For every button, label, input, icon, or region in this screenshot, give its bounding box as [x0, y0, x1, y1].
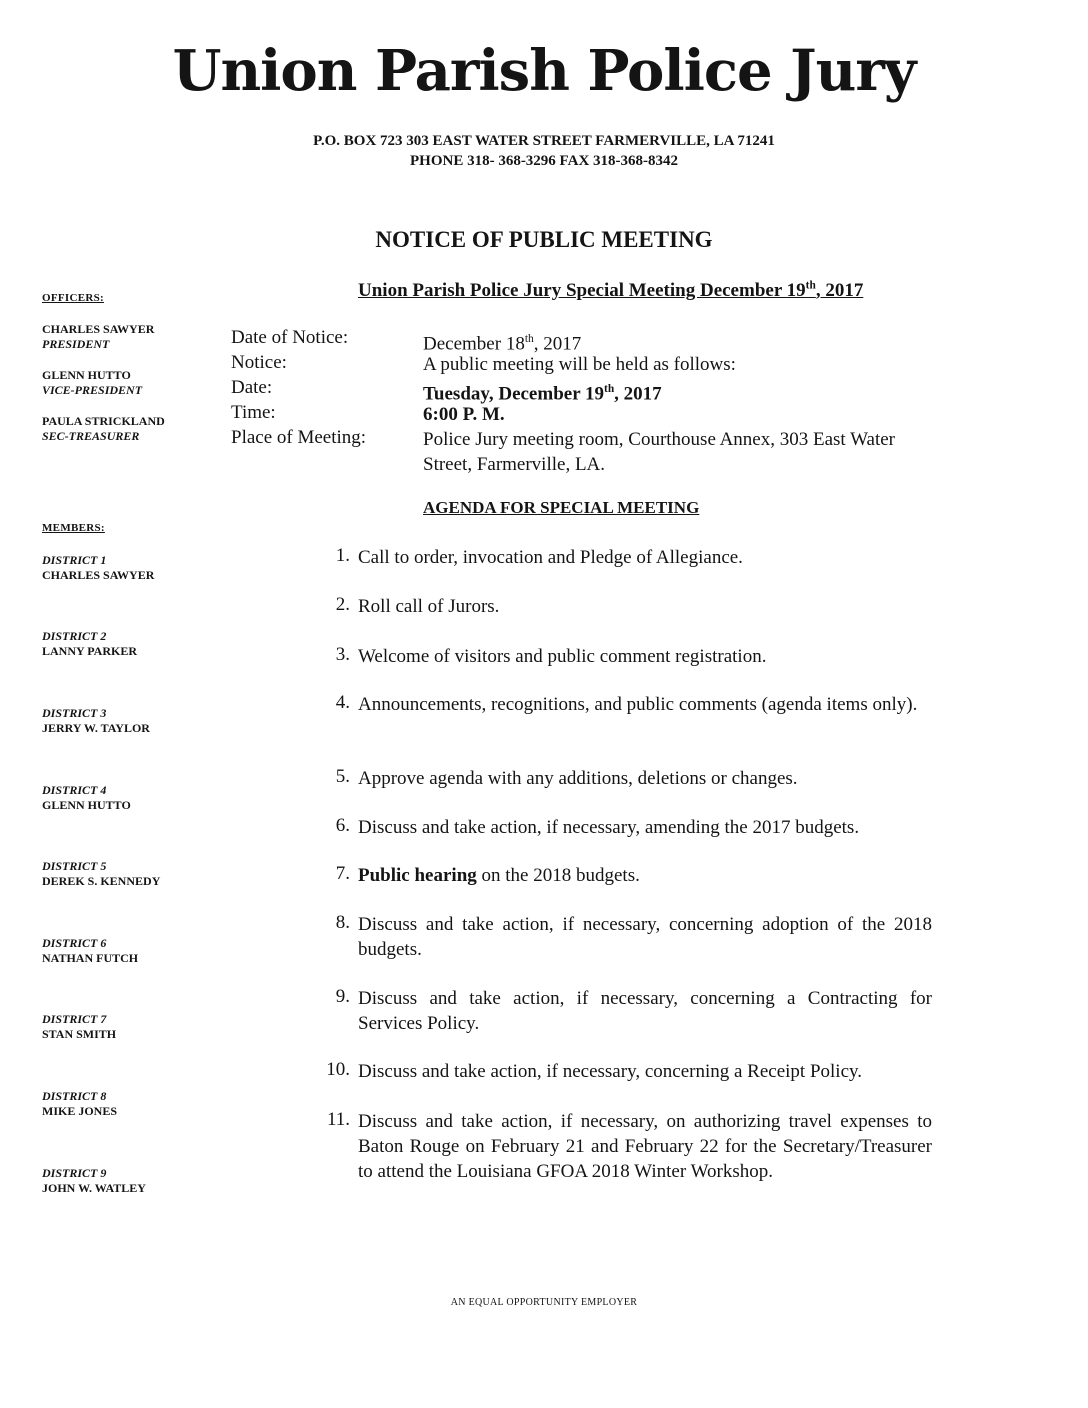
member-district: DISTRICT 9 [42, 1166, 107, 1180]
agenda-item-number: 7. [335, 863, 350, 884]
officer-role: SEC-TREASURER [42, 429, 140, 443]
agenda-item-text [358, 863, 932, 888]
agenda-item-text: Discuss and take action, if necessary, amending the 2017 budgets. [358, 817, 860, 838]
place-value: Police Jury meeting room, Courthouse Annex, 303 East Water Street, Farmerville, LA. [423, 429, 895, 475]
public-hearing-emphasis: Public hearing [358, 865, 477, 886]
date-of-notice-value: December 18th, 2017 [423, 333, 582, 355]
member-name: JERRY W. TAYLOR [42, 721, 150, 735]
officer-name: CHARLES SAWYER [42, 322, 155, 336]
agenda-item-number: 8. [335, 912, 350, 933]
notice-label: Notice: [231, 352, 287, 373]
agenda-item-number: 11. [326, 1109, 350, 1130]
members-heading: MEMBERS: [42, 522, 105, 534]
member-name: JOHN W. WATLEY [42, 1181, 146, 1195]
agenda-item-text: Welcome of visitors and public comment registration. [358, 646, 767, 667]
date-label: Date: [231, 377, 273, 398]
agenda-item-number: 9. [335, 986, 350, 1007]
officer-role: VICE-PRESIDENT [42, 383, 143, 397]
agenda-item-text: Call to order, invocation and Pledge of Allegiance. [358, 547, 743, 568]
officer-role: PRESIDENT [42, 337, 110, 351]
agenda-item-text: Discuss and take action, if necessary, concerning a Receipt Policy. [358, 1061, 863, 1082]
agenda-item-text: Approve agenda with any additions, deletions or changes. [358, 768, 798, 789]
time-label: Time: [231, 402, 276, 423]
member-district: DISTRICT 5 [42, 859, 107, 873]
agenda-item-text: Discuss and take action, if necessary, concerning adoption of the 2018 budgets. [358, 914, 932, 960]
agenda-item-number: 5. [335, 766, 350, 787]
letterhead-title: Union Parish Police Jury [172, 38, 916, 104]
member-name: DEREK S. KENNEDY [42, 874, 161, 888]
time-value: 6:00 P. M. [423, 404, 505, 425]
member-district: DISTRICT 7 [42, 1012, 107, 1026]
member-name: LANNY PARKER [42, 644, 137, 658]
agenda-item-number: 6. [335, 815, 350, 836]
agenda-item-number: 2. [335, 594, 350, 615]
member-district: DISTRICT 6 [42, 936, 107, 950]
notice-value: A public meeting will be held as follows: [423, 354, 736, 375]
date-of-notice-label: Date of Notice: [231, 327, 349, 348]
member-district: DISTRICT 8 [42, 1089, 107, 1103]
member-district: DISTRICT 1 [42, 553, 107, 567]
address-line: P.O. BOX 723 303 EAST WATER STREET FARMERVILLE, LA 71241 [313, 133, 775, 149]
member-name: NATHAN FUTCH [42, 951, 139, 965]
member-district: DISTRICT 4 [42, 783, 107, 797]
officers-heading: OFFICERS: [42, 292, 104, 304]
meeting-title-text: Union Parish Police Jury Special Meeting December 19th, 2017 [358, 280, 864, 302]
agenda-item-text: Roll call of Jurors. [358, 596, 500, 617]
member-name: STAN SMITH [42, 1027, 117, 1041]
member-name: GLENN HUTTO [42, 798, 131, 812]
agenda-item-number: 1. [335, 545, 350, 566]
agenda-item-number: 4. [335, 692, 350, 713]
notice-title: NOTICE OF PUBLIC MEETING [375, 227, 713, 252]
agenda-heading: AGENDA FOR SPECIAL MEETING [423, 498, 700, 517]
agenda-item-text: Announcements, recognitions, and public comments (agenda items only). [358, 694, 918, 715]
officer-name: GLENN HUTTO [42, 368, 131, 382]
date-value: Tuesday, December 19th, 2017 [423, 383, 662, 405]
footer-text: AN EQUAL OPPORTUNITY EMPLOYER [450, 1297, 638, 1308]
phone-line: PHONE 318- 368-3296 FAX 318-368-8342 [409, 153, 679, 169]
officer-name: PAULA STRICKLAND [42, 414, 165, 428]
member-district: DISTRICT 2 [42, 629, 107, 643]
meeting-title [358, 280, 863, 302]
agenda-item-rest: on the 2018 budgets. [476, 865, 640, 886]
member-district: DISTRICT 3 [42, 706, 107, 720]
agenda-item-text: Discuss and take action, if necessary, concerning a Contracting for Services Policy. [358, 988, 932, 1034]
place-label: Place of Meeting: [231, 427, 367, 448]
member-name: CHARLES SAWYER [42, 568, 155, 582]
agenda-item-text: Discuss and take action, if necessary, on authorizing travel expenses to Baton Rouge on February 21 and February 22 for the Secretary/Treasurer to attend the Louisiana GFOA 2018 Winter Workshop. [358, 1111, 932, 1182]
member-name: MIKE JONES [42, 1104, 118, 1118]
agenda-item-number: 3. [335, 644, 350, 665]
agenda-item-number: 10. [326, 1059, 350, 1080]
